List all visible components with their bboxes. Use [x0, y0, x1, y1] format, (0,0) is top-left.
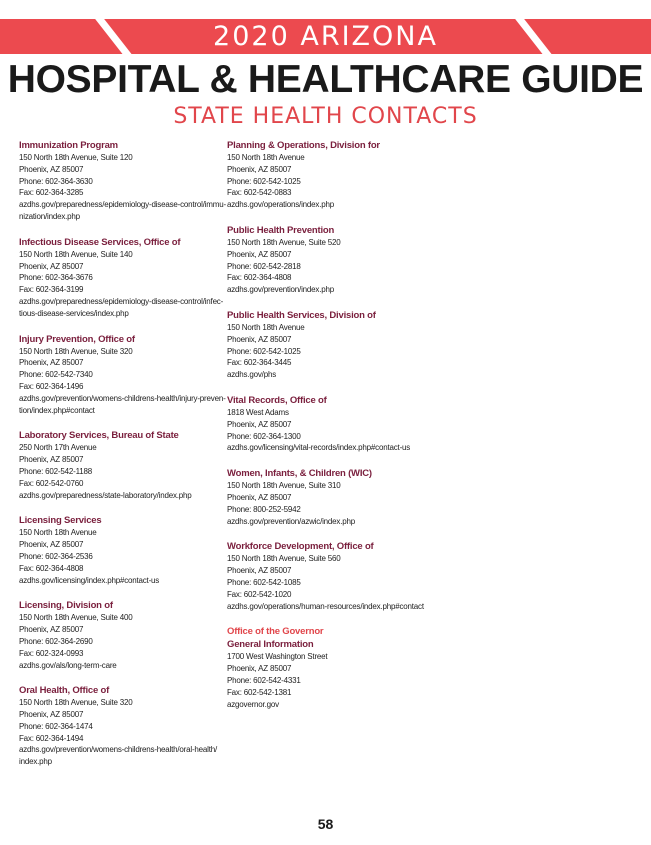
- entry-line: Fax: 602-364-4808: [19, 563, 84, 573]
- entry-link[interactable]: azdhs.gov/licensing/vital-records/index.php#contact-us: [227, 443, 411, 453]
- entry-line: Phoenix, AZ 85007: [227, 334, 292, 344]
- entry-name: Infectious Disease Services, Office of: [19, 236, 181, 248]
- contact-entry: [227, 139, 447, 211]
- page-title: HOSPITAL & HEALTHCARE GUIDE: [7, 58, 644, 101]
- entry-line: Phoenix, AZ 85007: [227, 566, 292, 576]
- page-number: 58: [317, 816, 334, 832]
- entry-name: Licensing Services: [19, 515, 102, 527]
- contact-entry: [227, 394, 447, 454]
- entry-link[interactable]: azdhs.gov/prevention/womens-childrens-health/injury-preven-: [19, 393, 226, 403]
- left-column: [19, 139, 224, 781]
- entry-line: Phone: 800-252-5942: [227, 504, 301, 514]
- page-subtitle: STATE HEALTH CONTACTS: [173, 104, 478, 129]
- entry-line: 150 North 18th Avenue, Suite 120: [19, 153, 133, 162]
- contact-entry: [19, 599, 224, 671]
- entry-line: Phoenix, AZ 85007: [19, 710, 84, 720]
- entry-line: Phone: 602-364-3676: [19, 273, 93, 283]
- entry-line: 150 North 18th Avenue, Suite 320: [19, 346, 133, 356]
- entry-line: Phone: 602-542-1025: [227, 176, 301, 186]
- entry-line: 250 North 17th Avenue: [19, 443, 97, 453]
- entry-line: Fax: 602-542-1381: [227, 687, 292, 697]
- entry-line: Phoenix, AZ 85007: [227, 664, 292, 674]
- entry-line: 150 North 18th Avenue, Suite 520: [227, 237, 341, 247]
- contact-entry: [227, 309, 447, 381]
- entry-link[interactable]: azdhs.gov/phs: [227, 370, 276, 380]
- right-column: [227, 139, 447, 723]
- entry-link[interactable]: tion/index.php#contact: [19, 405, 95, 415]
- contact-entry: [19, 139, 224, 223]
- entry-line: Fax: 602-364-1496: [19, 381, 84, 391]
- entry-line: Phoenix, AZ 85007: [19, 261, 84, 271]
- governor-subheading: General Information: [227, 639, 314, 651]
- entry-line: Phone: 602-364-2536: [19, 551, 93, 561]
- entry-link[interactable]: azdhs.gov/prevention/azwic/index.php: [227, 516, 355, 526]
- entry-link[interactable]: azdhs.gov/preparedness/epidemiology-disease-control/immu-: [19, 200, 226, 210]
- band-title: 2020 ARIZONA: [213, 21, 438, 52]
- entry-link[interactable]: nization/index.php: [19, 211, 80, 221]
- entry-line: 150 North 18th Avenue, Suite 140: [19, 249, 133, 259]
- contact-entry: [19, 684, 224, 768]
- entry-line: 150 North 18th Avenue: [19, 528, 97, 538]
- entry-line: Phone: 602-542-1085: [227, 577, 301, 587]
- entry-link[interactable]: tious-disease-services/index.php: [19, 308, 129, 318]
- entry-name: Women, Infants, & Children (WIC): [227, 468, 372, 480]
- entry-line: Fax: 602-364-4808: [227, 273, 292, 283]
- entry-link[interactable]: azdhs.gov/operations/index.php: [227, 200, 334, 210]
- contact-entry: [227, 224, 447, 296]
- entry-line: 150 North 18th Avenue, Suite 400: [19, 613, 133, 623]
- entry-name: Injury Prevention, Office of: [19, 333, 135, 345]
- entry-name: Public Health Prevention: [227, 224, 335, 236]
- entry-line: Phoenix, AZ 85007: [227, 249, 292, 259]
- entry-link[interactable]: azdhs.gov/licensing/index.php#contact-us: [19, 575, 160, 585]
- entry-line: Phone: 602-364-2690: [19, 636, 93, 646]
- entry-line: Fax: 602-542-0883: [227, 188, 292, 198]
- entry-link[interactable]: azdhs.gov/prevention/index.php: [227, 285, 334, 295]
- entry-link[interactable]: azdhs.gov/preparedness/state-laboratory/index.php: [19, 490, 192, 500]
- entry-line: Phone: 602-542-1188: [19, 466, 93, 476]
- entry-line: Phone: 602-542-4331: [227, 675, 301, 685]
- entry-name: Licensing, Division of: [19, 600, 113, 612]
- entry-line: Fax: 602-542-0760: [19, 478, 84, 488]
- title-band: [0, 19, 651, 54]
- entry-line: Phoenix, AZ 85007: [227, 492, 292, 502]
- entry-line: Fax: 602-542-1020: [227, 589, 292, 599]
- entry-name: Oral Health, Office of: [19, 685, 110, 697]
- entry-link[interactable]: azdhs.gov/als/long-term-care: [19, 660, 117, 670]
- entry-line: Phoenix, AZ 85007: [227, 164, 292, 174]
- entry-line: Phone: 602-364-1300: [227, 431, 301, 441]
- entry-line: Phoenix, AZ 85007: [19, 625, 84, 635]
- contact-entry: [19, 429, 224, 501]
- entry-line: Phone: 602-364-1474: [19, 721, 93, 731]
- contact-entry: [227, 467, 447, 527]
- entry-line: Phone: 602-364-3630: [19, 176, 93, 186]
- entry-line: 1700 West Washington Street: [227, 652, 328, 662]
- contact-entry: [19, 333, 224, 417]
- entry-line: 1818 West Adams: [227, 407, 289, 417]
- contact-entry: [227, 540, 447, 612]
- entry-link[interactable]: azdhs.gov/preparedness/epidemiology-disease-control/infec-: [19, 296, 224, 306]
- entry-line: Phoenix, AZ 85007: [19, 455, 84, 465]
- entry-line: Phoenix, AZ 85007: [19, 164, 84, 174]
- entry-name: Immunization Program: [19, 140, 118, 151]
- entry-name: Workforce Development, Office of: [227, 541, 374, 553]
- governor-name: Office of the Governor: [227, 626, 324, 638]
- entry-line: Fax: 602-324-0993: [19, 648, 84, 658]
- entry-link[interactable]: azgovernor.gov: [227, 699, 279, 709]
- entry-name: Public Health Services, Division of: [227, 309, 376, 321]
- entry-line: Phoenix, AZ 85007: [19, 540, 84, 550]
- entry-name: Laboratory Services, Bureau of State: [19, 430, 179, 442]
- entry-line: 150 North 18th Avenue, Suite 320: [19, 698, 133, 708]
- entry-name: Vital Records, Office of: [227, 394, 327, 406]
- entry-name: Planning & Operations, Division for: [227, 140, 380, 151]
- entry-line: Phone: 602-542-1025: [227, 346, 301, 356]
- entry-link[interactable]: azdhs.gov/operations/human-resources/index.php#contact: [227, 601, 424, 611]
- entry-line: Fax: 602-364-1494: [19, 733, 84, 743]
- entry-line: Phoenix, AZ 85007: [227, 419, 292, 429]
- contact-entry: [19, 236, 224, 320]
- entry-line: 150 North 18th Avenue, Suite 560: [227, 554, 341, 564]
- entry-link[interactable]: index.php: [19, 757, 52, 767]
- contact-entry: [19, 514, 224, 586]
- entry-line: 150 North 18th Avenue: [227, 322, 305, 332]
- entry-line: 150 North 18th Avenue: [227, 153, 305, 162]
- entry-line: Phone: 602-542-7340: [19, 370, 93, 380]
- entry-line: Fax: 602-364-3199: [19, 285, 84, 295]
- entry-link[interactable]: azdhs.gov/prevention/womens-childrens-health/oral-health/: [19, 745, 218, 755]
- entry-line: Phoenix, AZ 85007: [19, 358, 84, 368]
- entry-line: Fax: 602-364-3445: [227, 358, 292, 368]
- governor-entry: [227, 625, 447, 710]
- entry-line: 150 North 18th Avenue, Suite 310: [227, 481, 341, 491]
- entry-line: Fax: 602-364-3285: [19, 188, 84, 198]
- entry-line: Phone: 602-542-2818: [227, 261, 301, 271]
